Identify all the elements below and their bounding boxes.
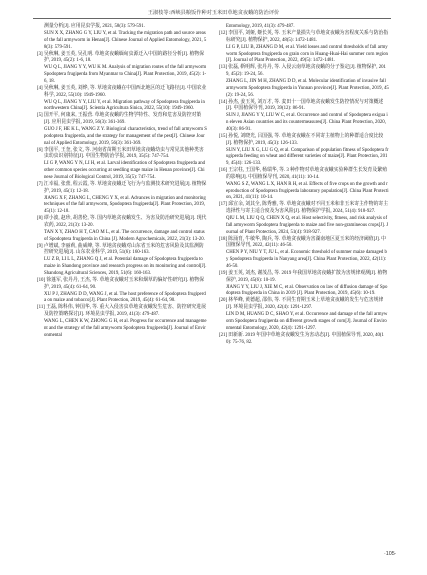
reference-entry: [12] 李国平, 刘娅, 姬长英, 等. 玉米产量损失与草地贪夜蛾为害程度关系与防治指标研究[J]. 植物保护, 2022, 48(5): 1472-1481. xyxy=(219,30,389,43)
reference-entry: WANG L, CHEN K W, ZHONG G H, et al. Progress for occurrence and management and the strategy of the fall armyworm Spodoptera frugiperda[J]. Journal of Environmental xyxy=(44,319,207,338)
reference-entry: [20] 林华峰, 黄德超, 邵伟, 等. 不同生育期玉米上草地贪夜蛾的发生与危害规律[J]. 环境昆虫学报, 2020, 42(4): 1291-1297. xyxy=(219,298,384,311)
reference-entry: WANG S Z, WANG L X, HAN R H, et al. Effects of five crops on the growth and reproduction of Spodoptera frugiperda laboratory population[J]. China Plant Protection, 2021, 41(11): 10-14. xyxy=(226,181,389,201)
reference-entry: ZHANG L, JIN M H, ZHANG D D, et al. Molecular identification of invasive fall armyworm Spodoptera frugiperda in Yunnan province[J]. Plant Protection, 2019, 45(2): 19-24, 56. xyxy=(226,79,389,98)
reference-entry: [6] 李国平, 王奎, 张文, 等. 河南省苗期玉米田草地贪夜蛾幼虫与常见其他种类害虫幼虫识别特征[J]. 中国生物防治学报, 2019, 35(5): 747-754. xyxy=(37,147,204,160)
reference-entry: WU Q L, JIANG Y Y, LIU Y, et al. Migration pathway of Spodoptera frugiperda in northwestern China[J]. Scientia Agricultura Sinica, 2022, 55(10): 1949-1960. xyxy=(44,99,205,112)
reference-entry: [17] 邱宣余, 刘其全, 陈秀雅, 等. 草地贪夜蛾对不同玉米和非玉米寄主作物的寄主选择性与寄主适合度及为害风险[J]. 植物保护学报, 2024, 51(4): 918-927. xyxy=(219,202,389,215)
reference-entry: [10] 徐蓬军, 张丹丹, 王杰, 等. 草地贪夜蛾对玉米和烟草的偏好性研究[J]. 植物保护, 2019, 45(4): 61-64, 90. xyxy=(37,277,204,290)
page-number: ·105· xyxy=(384,551,397,557)
reference-entry: XU P J, ZHANG D D, WANG J, et al. The host preference of Spodoptera frugiperda on maize and tobacco[J]. Plant Protection, 2019, 45(4): 61-64, 90. xyxy=(44,291,206,304)
reference-column-right xyxy=(219,24,389,346)
reference-entry: [21] 田新新. 2019 年国中草地贪夜蛾发生为害动态[J]. 中国植保导刊, 2020, 40(10): 75-76, 82. xyxy=(219,332,384,345)
reference-entry: [18] 陈涌育, 牛敏华, 陶兵, 等. 草地贪夜蛾为害湖南地区夏玉米的经济阈值[J]. 中国植保导刊, 2022, 42(11): 46-50. xyxy=(219,236,386,249)
reference-entry: [7] 江幸福, 张蕾, 程云霞, 等. 草地贪夜蛾迁飞行为与监测技术研究进展[J]. 植物保护, 2019, 45(1): 12-18. xyxy=(37,181,207,194)
reference-entry: WU Q L, JIANG Y Y, WU K M. Analysis of migration routes of the fall armyworm Spodoptera frugiperda from Myanmar to China[J]. Plant Protection, 2019, 45(2): 1-6, 18. xyxy=(44,65,207,84)
reference-entry: [15] 孙悦, 刘晓光, 吕国强, 等. 草地贪夜蛾在不同寄主植物上的种群适合度比较[J]. 植物保护, 2019, 45(3): 126-133. xyxy=(219,133,384,146)
reference-entry: [14] 孙杰, 姜玉英, 刘万才, 等. 麦田十一国草地贪夜蛾发生防控情况与对策概述[J]. 中国植保导刊, 2019, 39(12): 86-91. xyxy=(219,99,384,112)
reference-entry: GUO J F, HE K L, WANG Z Y. Biological characteristics, trend of fall armyworm Spodoptera frugiperda, and the strategy for management of the pest[J]. Chinese Journal of Applied Entomology, 2019, 56(3): 361-369. xyxy=(44,127,207,146)
reference-entry: [19] 姜玉英, 刘杰, 谢茂昌, 等. 2019 年我国草地贪夜蛾扩散为害规律观测[J]. 植物保护, 2019, 45(6): 10-19. xyxy=(219,270,388,283)
reference-entry: [9] 卢增斌, 李丽莉, 曲威峰, 等. 草地贪夜蛾对山东省玉米的危害风险及其监测防控研究进展[J]. 山东农业科学, 2019, 51(6): 160-163. xyxy=(37,243,204,256)
reference-entry: TAN X Y, ZHAO H T, CAO M L, et al. The occurrence, damage and control status of Spodoptera frugiperda in China [J]. Modern Agrochemicals, 2022, 21(3): 13-20. xyxy=(44,229,205,242)
reference-entry: [11] 王磊, 陈科伟, 钟国华, 等. 重大入侵害虫草地贪夜蛾发生危害、防控研究进展及防控策略探讨[J]. 环境昆虫学报, 2019, 41(3): 479-487. xyxy=(37,305,206,318)
reference-column-left xyxy=(37,24,207,340)
reference-entry: SUN J, JIANG Y Y, LIU W C, et al. Occurrence and control of Spodoptera exigua in eleven Asian countries and its countermeasures[J]. China Plant Protection, 2020, 40(3): 86-91. xyxy=(226,113,388,132)
reference-entry: LI G P, WANG Y N, LI H, et al. Larval identification of Spodoptera frugiperda and other common species occurring at seedling stage maize in Henan province[J]. Chinese Journal of Biological Control, 2019, 35(5): 747-754. xyxy=(44,161,206,180)
reference-entry: [3] 吴秋琳, 姜玉英, 吴孔明. 草地贪夜蛾缅甸虫源迁入中国的路径分析[J]. 植物保护, 2019, 45(2): 1-6, 18. xyxy=(37,51,204,64)
reference-entry: 测量分析[J]. 应用昆虫学报, 2021, 58(3): 579-591. xyxy=(44,24,145,29)
reference-entry: CHEN P Y, NIU Y T, JU L, et al. Economic threshold of summer maize damaged by Spodoptera frugiperda in Nanyang area[J]. China Plant Protection, 2022, 42(11): 46-50. xyxy=(226,250,387,269)
reference-entry: [5] 国开平, 何康来, 王振营. 草地贪夜蛾的生物学特性、发育和危害及防控对策[J]. 应用昆虫学报, 2019, 56(3): 361-369. xyxy=(37,113,202,126)
reference-entry: QIU L M, LIU Q Q, CHEN X Q, et al. Host selectivity, fitness, and risk analysis of fall armyworm Spodoptera frugiperda to maize and five non-gramineous crops[J]. Journal of Plant Protection, 2024, 51(4): 918-927. xyxy=(226,216,389,235)
reference-entry: SUN X X, ZHANG G Y, LIU Y, et al. Tracking the migration path and source areas of the fall armyworm in Henan[J]. Chinese Journal of Applied Entomology, 2021, 58(3): 579-591. xyxy=(44,30,207,50)
header-rule xyxy=(33,18,391,19)
reference-entry: [16] 王宗柱, 王国华, 杨瑞华, 等. 3 种作物对草地贪夜蛾实验种群生长发育及繁殖的影响[J]. 中国植保导刊, 2020, 41(11): 10-14. xyxy=(219,168,387,180)
running-header: 王淑枝等:西峡县粮饭作种对玉米田草地贪夜蛾的防治评价 xyxy=(147,10,280,16)
reference-entry: [13] 张磊, 靳明辉, 张丹丹, 等. 入侵云南草地贪夜蛾的分子鉴定[J]. 植物保护, 2019, 45(2): 19-24, 56. xyxy=(219,65,386,78)
reference-entry: LI G P, LIU B, ZHANG D M, et al. Yield losses and control thresholds of fall armyworm Spodoptera frugiperda on grain corn in Huang-Huai-Hai summer corn region[J]. Journal of Plant Protection, 2022, 49(5): 1472-1481. xyxy=(226,44,388,64)
reference-entry: SUN Y, LIU X G, LU G Q, et al. Comparison of population fitness of Spodoptera frugiperda feeding on wheat and different varieties of maize[J]. Plant Protection, 2019, 45(4): 126-133. xyxy=(226,147,389,167)
reference-entry: [8] 谭小波, 赵珍, 胡善伦, 等. 国内草地贪夜蛾发生、为害及防治研究进展[J]. 现代农药, 2022, 21(3): 13-20. xyxy=(37,216,207,228)
reference-entry: LIN D M, HUANG D C, SHAO Y, et al. Occurrence and damage of the fall armyworm Spodoptera frugiperda on different growth stages of corn[J]. Journal of Environmental Entomology, 2020, 42(4): 1291-1297. xyxy=(226,312,388,331)
reference-entry: JIANG Y Y, LIU J, XIE M C, et al. Observation on law of diffusion damage of Spodoptera frugiperda in China in 2019 [J]. Plant Protection, 2019, 45(6): 10-19. xyxy=(226,284,388,297)
reference-entry: LU Z B, LI L L, ZHANG Q J, et al. Potential damage of Spodoptera frugiperda to maize in Shandong province and research progress on its monitoring and control[J]. Shandong Agricultural Sciences, 2019, 51(6): 160-163. xyxy=(44,257,207,276)
reference-entry: JIANG X F, ZHANG L, CHENG Y X, et al. Advances in migration and monitoring techniques of the fall armyworm, Spodoptera frugiperda[J]. Plant Protection, 2019, 45(1): 12-18. xyxy=(44,195,206,215)
reference-entry: Entomology, 2019, 41(3): 479-487. xyxy=(226,24,295,29)
reference-entry: [4] 吴秋琳, 姜玉英, 刘烨, 等. 草地贪夜蛾在中国西北地区的迁飞路径[J]. 中国农业科学, 2022, 55(10): 1949-1960. xyxy=(37,85,207,98)
